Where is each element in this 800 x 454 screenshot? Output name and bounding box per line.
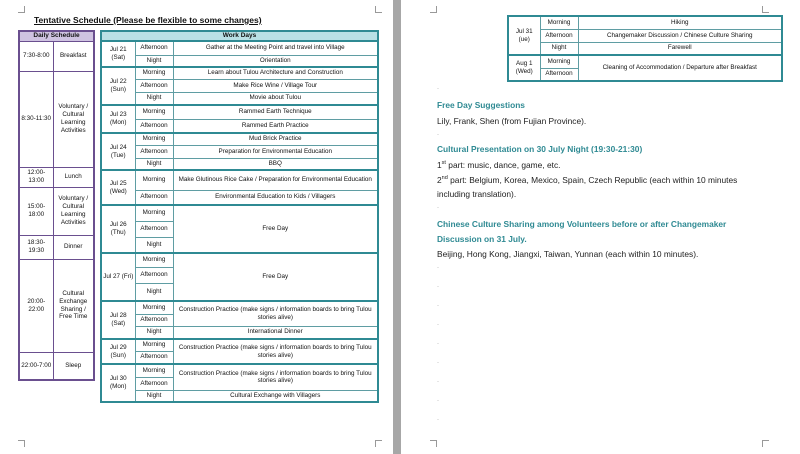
period-cell[interactable]: Afternoon [135,377,173,390]
part-one-text[interactable]: 1st part: music, dance, game, etc. [437,160,561,170]
paragraph-mark: · [437,341,439,347]
schedule-title[interactable]: Tentative Schedule (Please be flexible to some changes) [34,15,262,25]
date-cell[interactable]: Jul 26 (Thu) [101,205,135,253]
period-cell[interactable]: Morning [135,170,173,190]
period-cell[interactable]: Afternoon [135,145,173,158]
time-cell[interactable]: 20:00-22:00 [19,259,53,352]
period-cell[interactable]: Night [540,42,578,55]
date-cell[interactable]: Jul 29 (Sun) [101,339,135,364]
activity-cell[interactable]: Lunch [53,167,94,187]
part-two-text[interactable]: 2nd part: Belgium, Korea, Mexico, Spain, Czech Republic (each within 10 minutes [437,175,738,185]
date-cell[interactable]: Jul 23 (Mon) [101,105,135,133]
activity-cell[interactable]: Dinner [53,235,94,259]
paragraph-mark: · [437,205,439,211]
crop-mark [18,440,25,447]
paragraph-mark: · [437,379,439,385]
departure-cell[interactable]: Cleaning of Accommodation / Departure after Breakfast [578,55,782,81]
time-cell[interactable]: 8:30-11:30 [19,71,53,167]
period-cell[interactable]: Night [135,390,173,402]
date-cell[interactable]: Jul 25 (Wed) [101,170,135,205]
activity-cell[interactable]: Breakfast [53,41,94,71]
work-days-header[interactable]: Work Days [101,31,378,41]
period-cell[interactable]: Morning [135,339,173,351]
activity-cell[interactable]: Changemaker Discussion / Chinese Culture Sharing [578,29,782,42]
period-cell[interactable]: Afternoon [135,351,173,364]
period-cell[interactable]: Morning [540,16,578,29]
time-cell[interactable]: 18:30-19:30 [19,235,53,259]
activity-cell[interactable]: Make Glutinous Rice Cake / Preparation for Environmental Education [173,170,378,190]
paragraph-mark: · [437,398,439,404]
culture-sharing-heading-line1[interactable]: Chinese Culture Sharing among Volunteers before or after Changemaker [437,219,727,229]
period-cell[interactable]: Morning [135,105,173,119]
period-cell[interactable]: Afternoon [135,221,173,237]
activity-cell[interactable]: Gather at the Meeting Point and travel into Village [173,41,378,55]
period-cell[interactable]: Morning [135,301,173,314]
part-two-continued[interactable]: including translation). [437,189,517,199]
period-cell[interactable]: Morning [135,205,173,221]
period-cell[interactable]: Afternoon [540,68,578,81]
activity-cell[interactable]: Rammed Earth Technique [173,105,378,119]
date-cell[interactable]: Aug 1 (Wed) [508,55,540,81]
activity-cell[interactable]: BBQ [173,158,378,170]
period-cell[interactable]: Afternoon [135,314,173,326]
time-cell[interactable]: 7:30-8:00 [19,41,53,71]
crop-mark [375,440,382,447]
activity-cell[interactable]: Cultural Exchange with Villagers [173,390,378,402]
paragraph-mark: · [437,132,439,138]
document-page-left [0,0,393,454]
paragraph-mark: · [437,417,439,423]
period-cell[interactable]: Morning [135,364,173,377]
paragraph-mark: · [437,86,439,92]
activity-cell[interactable]: Preparation for Environmental Education [173,145,378,158]
activity-cell[interactable]: Environmental Education to Kids / Villagers [173,190,378,205]
cultural-presentation-heading[interactable]: Cultural Presentation on 30 July Night (19:30-21:30) [437,144,643,154]
activity-cell[interactable]: International Dinner [173,326,378,339]
period-cell[interactable]: Afternoon [135,79,173,92]
activity-cell[interactable]: Learn about Tulou Architecture and Construction [173,67,378,79]
activity-cell[interactable]: Make Rice Wine / Village Tour [173,79,378,92]
crop-mark [375,6,382,13]
paragraph-mark: · [437,284,439,290]
paragraph-mark: · [437,265,439,271]
date-cell[interactable]: Jul 28 (Sat) [101,301,135,339]
free-day-cell[interactable]: Free Day [173,205,378,253]
activity-cell[interactable]: Orientation [173,55,378,67]
date-cell[interactable]: Jul 30 (Mon) [101,364,135,402]
activity-cell[interactable]: Voluntary / Cultural Learning Activities [53,187,94,235]
daily-schedule-header[interactable]: Daily Schedule [19,31,94,41]
period-cell[interactable]: Morning [135,253,173,267]
paragraph-mark: · [437,360,439,366]
activity-cell[interactable]: Cultural Exchange Sharing / Free Time [53,259,94,352]
crop-mark [18,6,25,13]
period-cell[interactable]: Afternoon [135,119,173,133]
activity-cell[interactable]: Construction Practice (make signs / information boards to bring Tulou stories alive) [173,301,378,326]
activity-cell[interactable]: Mud Brick Practice [173,133,378,145]
final-days-table [507,15,783,82]
period-cell[interactable]: Afternoon [135,190,173,205]
period-cell[interactable]: Night [135,55,173,67]
crop-mark [762,6,769,13]
activity-cell[interactable]: Hiking [578,16,782,29]
crop-mark [430,440,437,447]
period-cell[interactable]: Morning [135,133,173,145]
date-cell[interactable]: Jul 24 (Tue) [101,133,135,170]
culture-sharing-text[interactable]: Beijing, Hong Kong, Jiangxi, Taiwan, Yunnan (each within 10 minutes). [437,249,699,259]
activity-cell[interactable]: Sleep [53,352,94,380]
paragraph-mark: · [437,303,439,309]
period-cell[interactable]: Afternoon [540,29,578,42]
paragraph-mark: · [437,322,439,328]
free-day-heading[interactable]: Free Day Suggestions [437,100,525,110]
work-days-table [100,30,379,403]
activity-cell[interactable]: Voluntary / Cultural Learning Activities [53,71,94,167]
activity-cell[interactable]: Construction Practice (make signs / information boards to bring Tulou stories alive) [173,339,378,364]
date-cell[interactable]: Jul 22 (Sun) [101,67,135,105]
period-cell[interactable]: Night [135,92,173,105]
culture-sharing-heading-line2[interactable]: Discussion on 31 July. [437,234,527,244]
period-cell[interactable]: Morning [540,55,578,68]
free-day-text[interactable]: Lily, Frank, Shen (from Fujian Province). [437,116,587,126]
activity-cell[interactable]: Farewell [578,42,782,55]
period-cell[interactable]: Night [135,283,173,301]
date-cell[interactable]: Jul 21 (Sat) [101,41,135,67]
activity-cell[interactable]: Construction Practice (make signs / information boards to bring Tulou stories alive) [173,364,378,390]
period-cell[interactable]: Afternoon [135,41,173,55]
period-cell[interactable]: Night [135,237,173,253]
document-page-right [401,0,800,454]
activity-cell[interactable]: Rammed Earth Practice [173,119,378,133]
time-cell[interactable]: 15:00-18:00 [19,187,53,235]
free-day-cell[interactable]: Free Day [173,253,378,301]
period-cell[interactable]: Morning [135,67,173,79]
daily-schedule-table [18,30,95,381]
time-cell[interactable]: 12:00-13:00 [19,167,53,187]
period-cell[interactable]: Night [135,326,173,339]
time-cell[interactable]: 22:00-7:00 [19,352,53,380]
activity-cell[interactable]: Movie about Tulou [173,92,378,105]
date-cell[interactable]: Jul 31 (ue) [508,16,540,55]
period-cell[interactable]: Afternoon [135,267,173,283]
period-cell[interactable]: Night [135,158,173,170]
crop-mark [430,6,437,13]
date-cell[interactable]: Jul 27 (Fri) [101,253,135,301]
crop-mark [762,440,769,447]
